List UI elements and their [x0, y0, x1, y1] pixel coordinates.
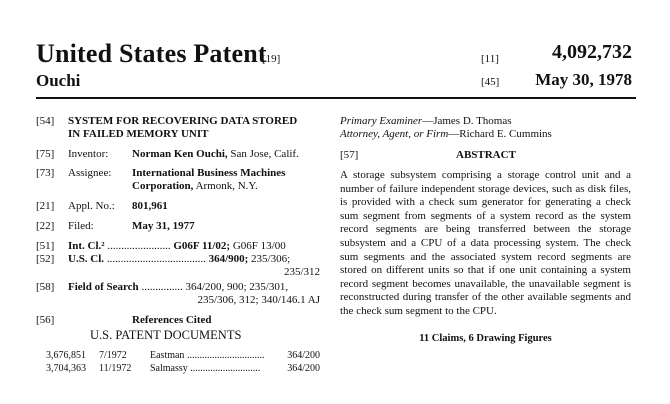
- number-code: [11]: [481, 53, 499, 65]
- search-line1: 364/200, 900; 235/301,: [185, 281, 289, 293]
- intcl-label: Int. Cl.²: [68, 240, 105, 252]
- attorney-label: Attorney, Agent, or Firm: [340, 128, 449, 140]
- assignee-line1: International Business Machines: [132, 167, 286, 179]
- appl-label: Appl. No.:: [68, 200, 115, 212]
- claims-line: 11 Claims, 6 Drawing Figures: [419, 332, 552, 344]
- ref-number-2: 3,704,363: [46, 363, 86, 374]
- ref-class-1: 364/200: [287, 350, 320, 361]
- invention-title-line1: SYSTEM FOR RECOVERING DATA STORED: [68, 115, 298, 127]
- intcl-value-secondary: G06F 13/00: [232, 240, 286, 252]
- uscl-value-secondary: 235/306;: [251, 253, 291, 265]
- uscl-label: U.S. Cl.: [68, 253, 105, 265]
- ref-name-1: Eastman: [150, 350, 185, 361]
- ref-name-2: Salmassy: [150, 363, 188, 374]
- field-code-57: [57]: [340, 149, 359, 161]
- field-code-54: [54]: [36, 115, 55, 127]
- field-code-56: [56]: [36, 314, 55, 326]
- inventor-value: [132, 148, 299, 161]
- search-label: Field of Search: [68, 281, 139, 293]
- examiner-name: —James D. Thomas: [422, 115, 512, 127]
- refs-heading: References Cited: [132, 314, 212, 326]
- invention-title-line2: IN FAILED MEMORY UNIT: [68, 128, 209, 140]
- field-code-75: [75]: [36, 148, 55, 160]
- field-code-51: [51]: [36, 240, 55, 252]
- ref-line-2: [150, 362, 260, 375]
- ref-class-2: 364/200: [287, 363, 320, 374]
- ref-dots-1: ...............................: [184, 350, 265, 361]
- uscl-line2: 235/312: [283, 266, 320, 278]
- assignee-line2: [132, 180, 258, 193]
- search-line2: 235/306, 312; 340/146.1 AJ: [197, 294, 320, 306]
- ref-date-1: 7/1972: [99, 350, 127, 361]
- right-column: [340, 115, 631, 344]
- examiner-line: [340, 115, 631, 128]
- field-code-21: [21]: [36, 200, 55, 212]
- search-line: [68, 281, 288, 294]
- assignee-location: Armonk, N.Y.: [195, 180, 258, 192]
- filed-value: May 31, 1977: [132, 220, 195, 232]
- ref-dots-2: ............................: [187, 363, 261, 374]
- title-code: [19]: [262, 53, 281, 65]
- uscl-value-primary: 364/900;: [208, 253, 249, 265]
- ref-date-2: 11/1972: [99, 363, 132, 374]
- intcl-value-primary: G06F 11/02;: [173, 240, 231, 252]
- refs-subheading: U.S. PATENT DOCUMENTS: [90, 328, 242, 342]
- assignee-label: Assignee:: [68, 167, 112, 179]
- header-rule: [36, 97, 636, 99]
- field-code-73: [73]: [36, 167, 55, 179]
- patent-title: United States Patent: [36, 39, 267, 68]
- uscl-line: [68, 253, 290, 266]
- intcl-line: [68, 240, 286, 253]
- search-dots: ...............: [138, 281, 183, 293]
- abstract-heading-row: [340, 149, 631, 163]
- patent-date: May 30, 1978: [535, 70, 632, 89]
- appl-value: 801,961: [132, 200, 168, 212]
- uscl-dots: ....................................: [104, 253, 206, 265]
- abstract-text: A storage subsystem comprising a storage control unit and a number of failure independent storage devices, such as disk files, is provided with a check sum generator for generating a check sum segment from segments of a system record as the system record segments are being transferred between the storage subsystem and a CPU of a data processing system. The check sum segments and the associated system record segments are stored on different units so that if one unit containing a system record segment becomes unavailable, the unavailable segment is reconstructed during transfer of the other available segments and the check sum segment to the CPU.: [340, 169, 631, 317]
- inventor-surname: Ouchi: [36, 71, 81, 90]
- ref-number-1: 3,676,851: [46, 350, 86, 361]
- field-code-22: [22]: [36, 220, 55, 232]
- patent-number: 4,092,732: [552, 41, 632, 63]
- date-code: [45]: [481, 76, 500, 88]
- field-code-52: [52]: [36, 253, 55, 265]
- inventor-label: Inventor:: [68, 148, 109, 160]
- inventor-name: Norman Ken Ouchi,: [132, 148, 228, 160]
- abstract-heading: ABSTRACT: [456, 149, 516, 161]
- assignee-corp: Corporation,: [132, 180, 194, 192]
- intcl-dots: .......................: [104, 240, 171, 252]
- ref-line-1: [150, 349, 264, 362]
- attorney-line: [340, 128, 631, 141]
- attorney-name: —Richard E. Cummins: [448, 128, 552, 140]
- field-code-58: [58]: [36, 281, 55, 293]
- examiner-label: Primary Examiner: [340, 115, 423, 127]
- inventor-location: San Jose, Calif.: [230, 148, 299, 160]
- filed-label: Filed:: [68, 220, 94, 232]
